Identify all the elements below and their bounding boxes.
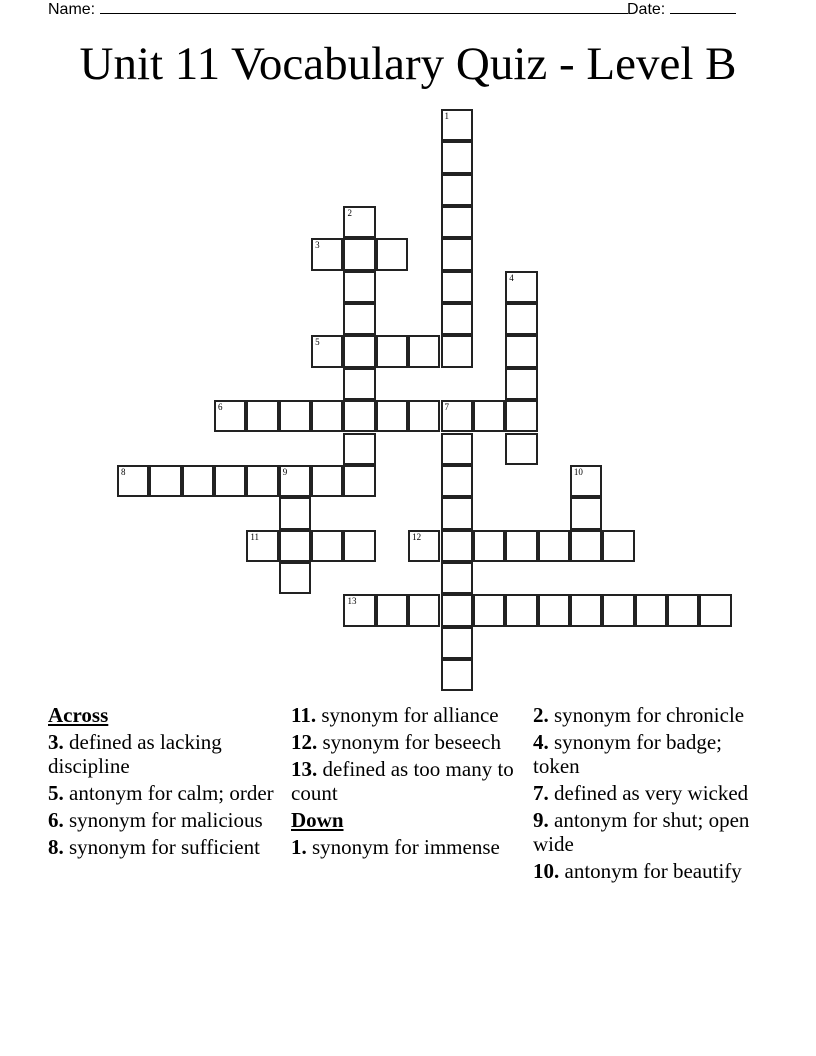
clue-across-13 xyxy=(291,757,521,805)
clue-across-3 xyxy=(48,730,278,778)
crossword-cell[interactable] xyxy=(279,530,311,562)
clue-across-6 xyxy=(48,808,278,832)
crossword-cell[interactable] xyxy=(279,400,311,432)
crossword-cell[interactable] xyxy=(667,594,699,626)
clue-text: synonym for badge; token xyxy=(533,730,722,778)
clue-down-2 xyxy=(533,703,773,727)
crossword-cell[interactable] xyxy=(343,368,375,400)
crossword-cell[interactable] xyxy=(279,497,311,529)
crossword-cell[interactable] xyxy=(441,594,473,626)
crossword-cell[interactable] xyxy=(376,400,408,432)
crossword-cell[interactable] xyxy=(570,530,602,562)
crossword-cell[interactable] xyxy=(408,400,440,432)
crossword-cell[interactable] xyxy=(311,238,343,270)
clue-across-8 xyxy=(48,835,278,859)
cell-number: 6 xyxy=(218,402,223,413)
cell-number: 10 xyxy=(573,466,583,477)
crossword-cell[interactable] xyxy=(311,465,343,497)
cell-number: 11 xyxy=(250,531,260,542)
clue-text: synonym for chronicle xyxy=(548,703,745,727)
crossword-cell[interactable] xyxy=(570,465,602,497)
crossword-cell[interactable] xyxy=(441,109,473,141)
crossword-cell[interactable] xyxy=(441,530,473,562)
across-heading: Across xyxy=(48,703,109,727)
crossword-cell[interactable] xyxy=(182,465,214,497)
clues-column-1 xyxy=(48,703,278,862)
crossword-cell[interactable] xyxy=(441,627,473,659)
crossword-cell[interactable] xyxy=(214,465,246,497)
crossword-cell[interactable] xyxy=(505,433,537,465)
clue-number: 3. xyxy=(48,730,64,754)
clues-column-2 xyxy=(291,703,521,862)
page-title: Unit 11 Vocabulary Quiz - Level B xyxy=(79,38,737,90)
crossword-cell[interactable] xyxy=(246,400,278,432)
crossword-cell[interactable] xyxy=(343,465,375,497)
crossword-cell[interactable] xyxy=(441,562,473,594)
crossword-cell[interactable] xyxy=(149,465,181,497)
name-label: Name: xyxy=(48,1,96,18)
crossword-cell[interactable] xyxy=(279,562,311,594)
crossword-cell[interactable] xyxy=(602,594,634,626)
clue-number: 4. xyxy=(533,730,549,754)
clue-down-1 xyxy=(291,835,521,859)
crossword-cell[interactable] xyxy=(343,271,375,303)
crossword-cell[interactable] xyxy=(441,206,473,238)
crossword-cell[interactable] xyxy=(505,594,537,626)
crossword-cell[interactable] xyxy=(408,335,440,367)
clue-text: defined as lacking discipline xyxy=(48,730,222,778)
down-heading: Down xyxy=(291,808,344,832)
clue-number: 6. xyxy=(48,808,64,832)
crossword-cell[interactable] xyxy=(473,400,505,432)
crossword-cell[interactable] xyxy=(441,465,473,497)
crossword-cell[interactable] xyxy=(117,465,149,497)
cell-number: 4 xyxy=(509,272,514,283)
clue-number: 11. xyxy=(291,703,317,727)
date-label: Date: xyxy=(627,1,666,18)
crossword-cell[interactable] xyxy=(311,530,343,562)
crossword-cell[interactable] xyxy=(343,594,375,626)
cell-number: 2 xyxy=(347,208,352,219)
cell-number: 8 xyxy=(121,466,126,477)
crossword-cell[interactable] xyxy=(246,465,278,497)
crossword-cell[interactable] xyxy=(441,659,473,691)
clue-number: 7. xyxy=(533,781,549,805)
crossword-cell[interactable] xyxy=(441,303,473,335)
clue-text: synonym for malicious xyxy=(63,808,263,832)
cell-number: 12 xyxy=(412,531,422,542)
crossword-cell[interactable] xyxy=(408,594,440,626)
crossword-cell[interactable] xyxy=(343,303,375,335)
clue-text: synonym for alliance xyxy=(316,703,499,727)
cell-number: 7 xyxy=(444,402,449,413)
clue-text: antonym for beautify xyxy=(559,859,742,883)
cell-number: 3 xyxy=(315,240,320,251)
crossword-cell[interactable] xyxy=(505,530,537,562)
crossword-cell[interactable] xyxy=(343,335,375,367)
clue-text: synonym for immense xyxy=(306,835,500,859)
clue-number: 9. xyxy=(533,808,549,832)
crossword-cell[interactable] xyxy=(343,400,375,432)
crossword-cell[interactable] xyxy=(343,206,375,238)
crossword-cell[interactable] xyxy=(473,594,505,626)
crossword-cell[interactable] xyxy=(505,303,537,335)
crossword-cell[interactable] xyxy=(214,400,246,432)
clue-number: 2. xyxy=(533,703,549,727)
clue-number: 1. xyxy=(291,835,307,859)
crossword-cell[interactable] xyxy=(408,530,440,562)
crossword-cell[interactable] xyxy=(570,594,602,626)
crossword-cell[interactable] xyxy=(376,594,408,626)
crossword-cell[interactable] xyxy=(441,335,473,367)
clue-number: 10. xyxy=(533,859,560,883)
crossword-cell[interactable] xyxy=(473,530,505,562)
clue-number: 13. xyxy=(291,757,318,781)
clue-text: synonym for beseech xyxy=(317,730,501,754)
cell-number: 1 xyxy=(444,111,449,121)
crossword-cell[interactable] xyxy=(505,335,537,367)
crossword-cell[interactable] xyxy=(538,530,570,562)
crossword-cell[interactable] xyxy=(279,465,311,497)
crossword-cell[interactable] xyxy=(441,141,473,173)
cell-number: 9 xyxy=(282,466,288,477)
cell-number: 5 xyxy=(315,337,320,348)
crossword-cell[interactable] xyxy=(441,271,473,303)
crossword-cell[interactable] xyxy=(343,433,375,465)
crossword-cell[interactable] xyxy=(311,400,343,432)
crossword-cell[interactable] xyxy=(441,174,473,206)
clue-down-7 xyxy=(533,781,773,805)
clue-number: 12. xyxy=(291,730,318,754)
clue-text: antonym for shut; open wide xyxy=(533,808,750,856)
clue-across-5 xyxy=(48,781,278,805)
clue-down-10 xyxy=(533,859,773,883)
crossword-cell[interactable] xyxy=(441,497,473,529)
crossword-cell[interactable] xyxy=(602,530,634,562)
crossword-cell[interactable] xyxy=(343,238,375,270)
clue-down-9 xyxy=(533,808,773,856)
clue-text: synonym for sufficient xyxy=(63,835,260,859)
crossword-cell[interactable] xyxy=(505,400,537,432)
crossword-cell[interactable] xyxy=(441,400,473,432)
clue-text: defined as very wicked xyxy=(548,781,749,805)
clue-number: 8. xyxy=(48,835,64,859)
crossword-cell[interactable] xyxy=(635,594,667,626)
crossword-cell[interactable] xyxy=(570,497,602,529)
clue-across-11 xyxy=(291,703,521,727)
clue-across-12 xyxy=(291,730,521,754)
clue-down-4 xyxy=(533,730,773,778)
crossword-cell[interactable] xyxy=(441,238,473,270)
clue-number: 5. xyxy=(48,781,64,805)
crossword-cell[interactable] xyxy=(538,594,570,626)
crossword-cell[interactable] xyxy=(699,594,731,626)
crossword-cell[interactable] xyxy=(246,530,278,562)
crossword-cell[interactable] xyxy=(505,368,537,400)
crossword-cell[interactable] xyxy=(441,433,473,465)
crossword-cell[interactable] xyxy=(505,271,537,303)
cell-number: 13 xyxy=(347,596,357,607)
crossword-cell[interactable] xyxy=(376,335,408,367)
crossword-cell[interactable] xyxy=(376,238,408,270)
crossword-cell[interactable] xyxy=(311,335,343,367)
clue-text: defined as too many to count xyxy=(291,757,514,805)
clues-column-3 xyxy=(533,703,773,886)
crossword-cell[interactable] xyxy=(343,530,375,562)
clue-text: antonym for calm; order xyxy=(63,781,274,805)
